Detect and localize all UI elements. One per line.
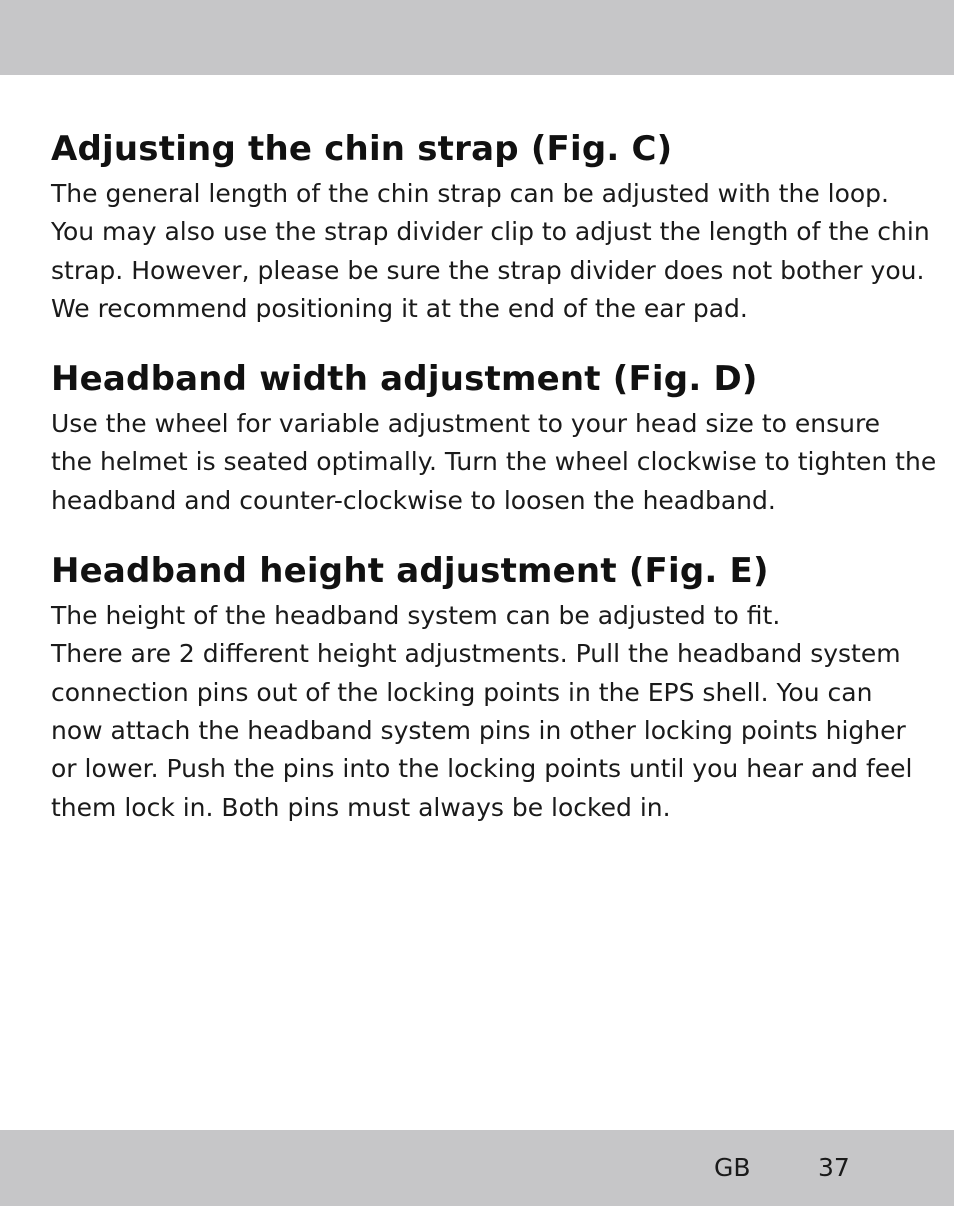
body-line: them lock in. Both pins must always be locked in. bbox=[51, 792, 671, 822]
header-band bbox=[0, 0, 954, 75]
body-line: headband and counter-clockwise to loosen the headband. bbox=[51, 485, 776, 515]
body-line: strap. However, please be sure the strap divider does not bother you. bbox=[51, 255, 925, 285]
section-chin-strap bbox=[51, 123, 930, 328]
footer-band bbox=[0, 1130, 954, 1206]
body-line: The height of the headband system can be adjusted to fit. bbox=[51, 601, 781, 631]
body-line: We recommend positioning it at the end of the ear pad. bbox=[51, 293, 748, 323]
body-line: There are 2 different height adjustments. Pull the headband system bbox=[51, 639, 901, 669]
section-body-headband-width bbox=[51, 405, 937, 520]
body-line: You may also use the strap divider clip to adjust the length of the chin bbox=[51, 217, 930, 247]
section-heading-headband-height: Headband height adjustment (Fig. E) bbox=[51, 551, 769, 592]
body-line: Use the wheel for variable adjustment to your head size to ensure bbox=[51, 409, 881, 439]
section-heading-headband-width: Headband width adjustment (Fig. D) bbox=[51, 359, 758, 400]
footer-page-number: 37 bbox=[818, 1153, 850, 1182]
footer-language-code: GB bbox=[714, 1153, 751, 1182]
body-line: connection pins out of the locking points in the EPS shell. You can bbox=[51, 677, 873, 707]
body-line: the helmet is seated optimally. Turn the wheel clockwise to tighten the bbox=[51, 447, 937, 477]
section-body-headband-height bbox=[51, 597, 911, 827]
section-headband-width bbox=[51, 353, 937, 520]
section-headband-height bbox=[51, 545, 911, 827]
body-line: now attach the headband system pins in other locking points higher bbox=[51, 715, 906, 745]
section-body-chin-strap bbox=[51, 175, 930, 328]
page-content bbox=[51, 120, 937, 827]
section-heading-chin-strap: Adjusting the chin strap (Fig. C) bbox=[51, 129, 673, 169]
body-line: or lower. Push the pins into the locking points until you hear and feel bbox=[51, 754, 913, 784]
body-line: The general length of the chin strap can be adjusted with the loop. bbox=[51, 179, 890, 208]
